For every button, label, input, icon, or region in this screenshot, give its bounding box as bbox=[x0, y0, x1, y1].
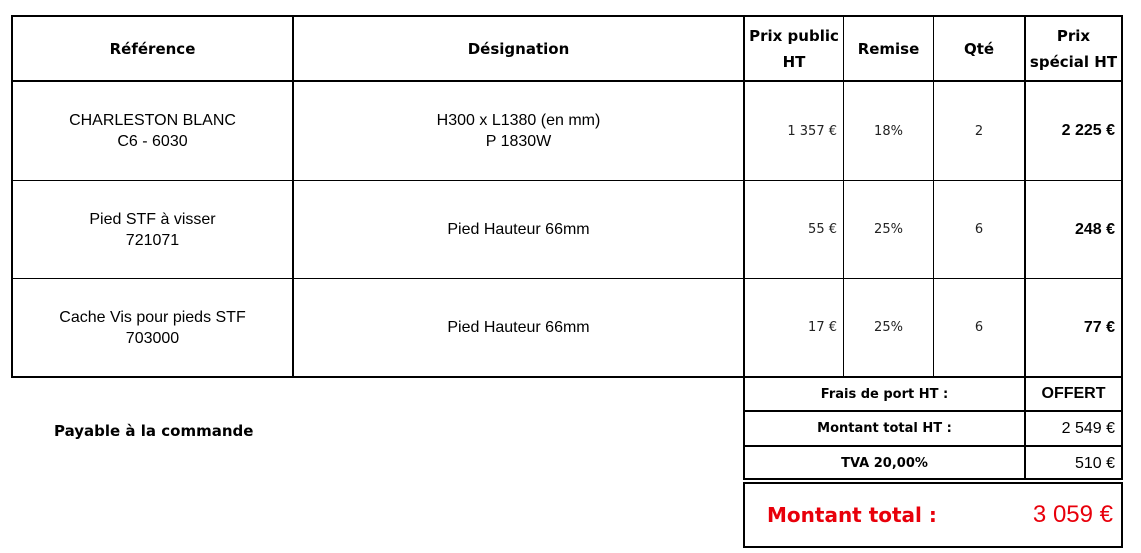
row1-qty-text: 2 bbox=[974, 123, 984, 139]
subtotal-value bbox=[1026, 412, 1121, 445]
row1-special-text: 2 225 € bbox=[1061, 122, 1115, 139]
row3-discount bbox=[844, 279, 933, 376]
header-designation-text: Désignation bbox=[467, 39, 570, 58]
shipping-label bbox=[745, 378, 1024, 410]
grand-total-value bbox=[990, 484, 1121, 546]
shipping-label-text: Frais de port HT : bbox=[820, 386, 949, 402]
header-price-line2: HT bbox=[782, 52, 806, 71]
grand-total-label-text: Montant total : bbox=[767, 503, 937, 527]
row2-ref-line1: Pied STF à visser bbox=[89, 210, 216, 228]
row1-price-text: 1 357 € bbox=[787, 123, 837, 139]
header-discount bbox=[844, 17, 933, 80]
row2-price bbox=[745, 181, 843, 278]
row2-price-text: 55 € bbox=[808, 222, 837, 237]
row2-des-line1: Pied Hauteur 66mm bbox=[447, 221, 590, 238]
row2-special-price bbox=[1026, 181, 1121, 278]
payment-note bbox=[54, 418, 354, 444]
header-qty bbox=[934, 17, 1024, 80]
row1-discount bbox=[844, 82, 933, 180]
row2-designation bbox=[294, 181, 743, 278]
shipping-value-text: OFFERT bbox=[1041, 385, 1106, 402]
row2-qty-text: 6 bbox=[974, 222, 984, 237]
row2-discount bbox=[844, 181, 933, 278]
row3-qty bbox=[934, 279, 1024, 376]
row1-ref-line1: CHARLESTON BLANC bbox=[69, 112, 236, 129]
row3-ref-line1: Cache Vis pour pieds STF bbox=[59, 308, 246, 326]
header-price bbox=[745, 17, 843, 80]
header-designation bbox=[294, 17, 743, 80]
row1-des-line2: P 1830W bbox=[485, 133, 552, 150]
vat-value-text: 510 € bbox=[1074, 454, 1115, 472]
vat-label-text: TVA 20,00% bbox=[841, 456, 928, 471]
header-special-line1: Prix bbox=[1056, 26, 1091, 45]
row3-price bbox=[745, 279, 843, 376]
row1-price bbox=[745, 82, 843, 180]
subtotal-label-text: Montant total HT : bbox=[817, 421, 952, 436]
header-reference-text: Référence bbox=[109, 39, 196, 58]
row1-ref-line2: C6 - 6030 bbox=[117, 133, 188, 150]
subtotal-label bbox=[745, 412, 1024, 445]
row2-ref-line2: 721071 bbox=[125, 231, 180, 249]
payment-note-text: Payable à la commande bbox=[54, 422, 254, 440]
row1-designation bbox=[294, 82, 743, 180]
row3-reference bbox=[13, 279, 292, 376]
shipping-value bbox=[1026, 378, 1121, 410]
row1-reference bbox=[13, 82, 292, 180]
header-special-price bbox=[1026, 17, 1121, 80]
row3-des-line1: Pied Hauteur 66mm bbox=[447, 319, 590, 336]
subtotal-value-text: 2 549 € bbox=[1061, 419, 1115, 437]
grand-total-label bbox=[767, 484, 967, 546]
row3-discount-text: 25% bbox=[874, 320, 903, 335]
row3-qty-text: 6 bbox=[974, 320, 984, 335]
row2-reference bbox=[13, 181, 292, 278]
row3-ref-line2: 703000 bbox=[125, 329, 180, 347]
row3-designation bbox=[294, 279, 743, 376]
row1-discount-text: 18% bbox=[874, 123, 903, 139]
row2-special-text: 248 € bbox=[1074, 220, 1115, 238]
row3-special-text: 77 € bbox=[1083, 318, 1115, 336]
row1-des-line1: H300 x L1380 (en mm) bbox=[436, 112, 601, 129]
row2-discount-text: 25% bbox=[874, 222, 903, 237]
grand-total-value-text: 3 059 € bbox=[1032, 501, 1113, 528]
vat-value bbox=[1026, 447, 1121, 480]
row3-price-text: 17 € bbox=[808, 320, 837, 335]
header-discount-text: Remise bbox=[857, 39, 920, 58]
header-reference bbox=[13, 17, 292, 80]
row2-qty bbox=[934, 181, 1024, 278]
vat-label bbox=[745, 447, 1024, 480]
row1-qty bbox=[934, 82, 1024, 180]
row1-special-price bbox=[1026, 82, 1121, 180]
header-qty-text: Qté bbox=[963, 39, 995, 58]
row3-special-price bbox=[1026, 279, 1121, 376]
header-special-line2: spécial HT bbox=[1029, 52, 1118, 71]
header-price-line1: Prix public bbox=[749, 26, 839, 45]
